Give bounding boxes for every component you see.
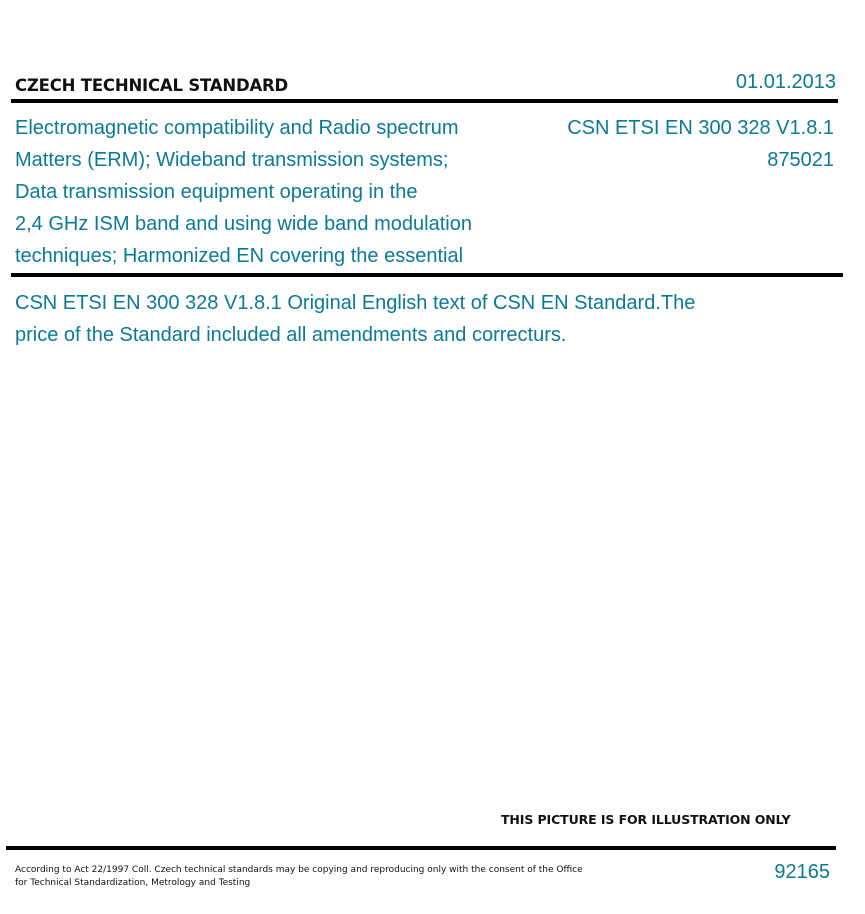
section-rule bbox=[11, 273, 843, 277]
standard-code: CSN ETSI EN 300 328 V1.8.1 bbox=[567, 117, 834, 139]
standard-title-line: Matters (ERM); Wideband transmission systems; bbox=[15, 149, 449, 171]
legal-notice bbox=[15, 864, 583, 890]
publication-date: 01.01.2013 bbox=[735, 71, 836, 93]
standard-identifiers bbox=[567, 112, 834, 176]
standard-description bbox=[15, 287, 775, 351]
illustration-notice: THIS PICTURE IS FOR ILLUSTRATION ONLY bbox=[501, 812, 791, 827]
description-line: price of the Standard included all amendments and correcturs. bbox=[15, 324, 567, 346]
header-rule bbox=[11, 99, 838, 103]
standard-title bbox=[15, 112, 525, 272]
standard-title-line: techniques; Harmonized EN covering the essential bbox=[15, 245, 464, 267]
standard-title-line: Data transmission equipment operating in the bbox=[15, 181, 418, 203]
footer-number: 92165 bbox=[774, 861, 830, 883]
page-header-title: CZECH TECHNICAL STANDARD bbox=[15, 76, 289, 95]
description-line: CSN ETSI EN 300 328 V1.8.1 Original English text of CSN EN Standard.The bbox=[15, 292, 696, 314]
legal-notice-line: According to Act 22/1997 Coll. Czech technical standards may be copying and reproducing only with the consent of the Office bbox=[15, 865, 583, 875]
standard-title-line: 2,4 GHz ISM band and using wide band modulation bbox=[15, 213, 472, 235]
footer-rule bbox=[6, 846, 836, 850]
catalog-number: 875021 bbox=[767, 149, 834, 171]
legal-notice-line: for Technical Standardization, Metrology and Testing bbox=[15, 878, 251, 888]
standard-title-line: Electromagnetic compatibility and Radio spectrum bbox=[15, 117, 459, 139]
